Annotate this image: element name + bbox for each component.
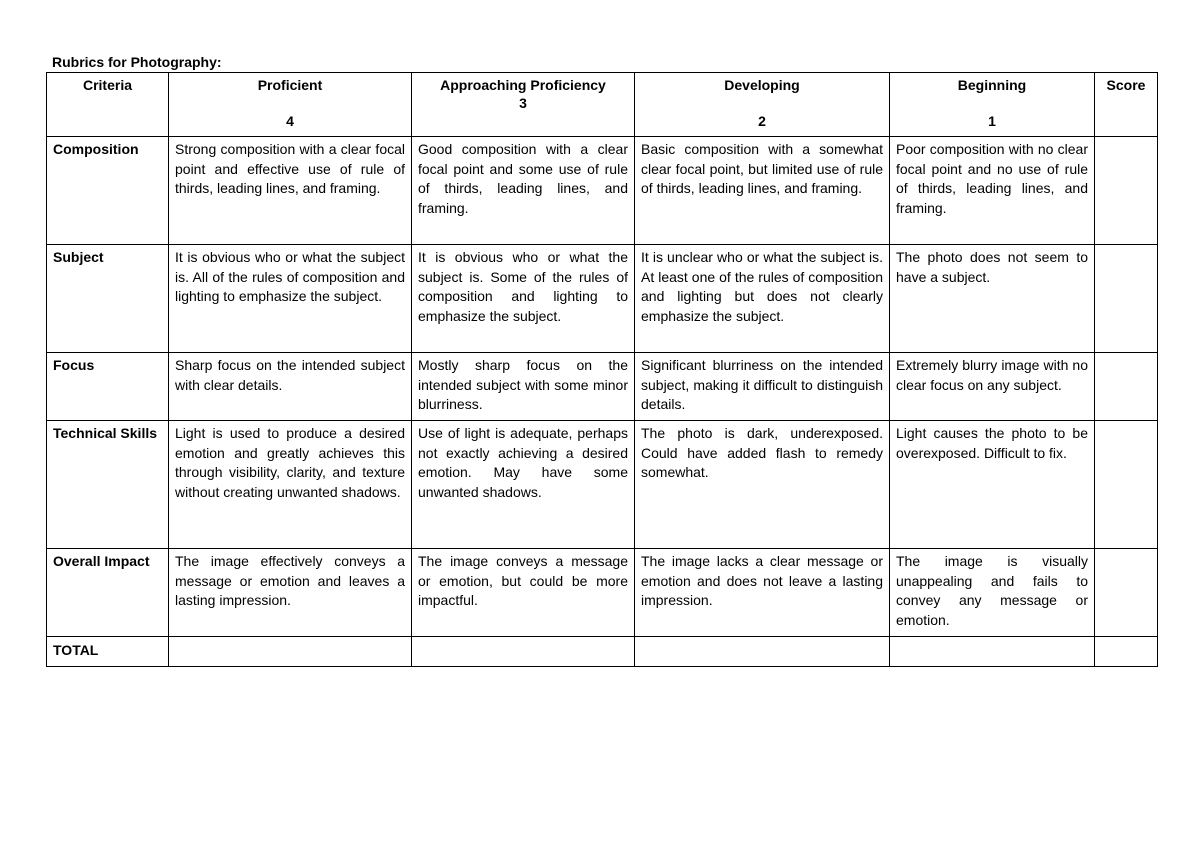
total-cell-beginning[interactable] (890, 637, 1095, 667)
description-approaching: It is obvious who or what the subject is. Some of the rules of composition and lighting to emphasize the subject. (412, 245, 635, 353)
description-developing: It is unclear who or what the subject is. At least one of the rules of composition and lighting but does not clearly emphasize the subject. (635, 245, 890, 353)
description-developing: Basic composition with a somewhat clear focal point, but limited use of rule of thirds, leading lines, and framing. (635, 137, 890, 245)
level-points: 3 (519, 95, 527, 111)
total-label: TOTAL (47, 637, 169, 667)
criterion-label: Composition (47, 137, 169, 245)
total-cell-approaching[interactable] (412, 637, 635, 667)
rubric-row-composition (47, 137, 1158, 245)
total-cell-proficient[interactable] (169, 637, 412, 667)
description-proficient: Sharp focus on the intended subject with clear details. (169, 353, 412, 421)
description-developing: The image lacks a clear message or emotion and does not leave a lasting impression. (635, 549, 890, 637)
description-proficient: Strong composition with a clear focal point and effective use of rule of thirds, leading lines, and framing. (169, 137, 412, 245)
level-header-proficient (169, 73, 412, 137)
level-header-approaching-proficiency (412, 73, 635, 137)
score-cell[interactable] (1095, 137, 1158, 245)
score-cell[interactable] (1095, 421, 1158, 549)
criterion-label: Overall Impact (47, 549, 169, 637)
criterion-label: Focus (47, 353, 169, 421)
description-beginning: Extremely blurry image with no clear focus on any subject. (890, 353, 1095, 421)
criteria-header: Criteria (47, 73, 169, 137)
description-developing: Significant blurriness on the intended subject, making it difficult to distinguish details. (635, 353, 890, 421)
level-name: Developing (724, 77, 800, 93)
description-beginning: The photo does not seem to have a subject. (890, 245, 1095, 353)
description-approaching: The image conveys a message or emotion, but could be more impactful. (412, 549, 635, 637)
description-proficient: Light is used to produce a desired emotion and greatly achieves this through visibility, clarity, and texture without creating unwanted shadows. (169, 421, 412, 549)
document-title: Rubrics for Photography: (52, 54, 222, 70)
description-beginning: Light causes the photo to be overexposed. Difficult to fix. (890, 421, 1095, 549)
level-points: 4 (286, 113, 294, 129)
description-developing: The photo is dark, underexposed. Could have added flash to remedy somewhat. (635, 421, 890, 549)
rubric-row-subject (47, 245, 1158, 353)
description-proficient: The image effectively conveys a message or emotion and leaves a lasting impression. (169, 549, 412, 637)
total-cell-developing[interactable] (635, 637, 890, 667)
level-name: Approaching Proficiency (440, 77, 606, 93)
description-beginning: Poor composition with no clear focal point and no use of rule of thirds, leading lines, and framing. (890, 137, 1095, 245)
score-cell[interactable] (1095, 549, 1158, 637)
rubric-table (46, 72, 1158, 667)
rubric-row-overall-impact (47, 549, 1158, 637)
level-header-beginning (890, 73, 1095, 137)
total-row (47, 637, 1158, 667)
rubric-row-focus (47, 353, 1158, 421)
description-approaching: Good composition with a clear focal point and some use of rule of thirds, leading lines, and framing. (412, 137, 635, 245)
level-name: Proficient (257, 77, 323, 93)
total-score-cell[interactable] (1095, 637, 1158, 667)
level-name: Beginning (957, 77, 1027, 93)
score-header: Score (1095, 73, 1158, 137)
header-row (47, 73, 1158, 137)
rubric-row-technical-skills (47, 421, 1158, 549)
score-cell[interactable] (1095, 245, 1158, 353)
criterion-label: Technical Skills (47, 421, 169, 549)
score-cell[interactable] (1095, 353, 1158, 421)
level-points: 1 (988, 113, 996, 129)
description-approaching: Mostly sharp focus on the intended subject with some minor blurriness. (412, 353, 635, 421)
description-beginning: The image is visually unappealing and fails to convey any message or emotion. (890, 549, 1095, 637)
level-header-developing (635, 73, 890, 137)
description-proficient: It is obvious who or what the subject is. All of the rules of composition and lighting to emphasize the subject. (169, 245, 412, 353)
criterion-label: Subject (47, 245, 169, 353)
description-approaching: Use of light is adequate, perhaps not exactly achieving a desired emotion. May have some unwanted shadows. (412, 421, 635, 549)
level-points: 2 (758, 113, 766, 129)
